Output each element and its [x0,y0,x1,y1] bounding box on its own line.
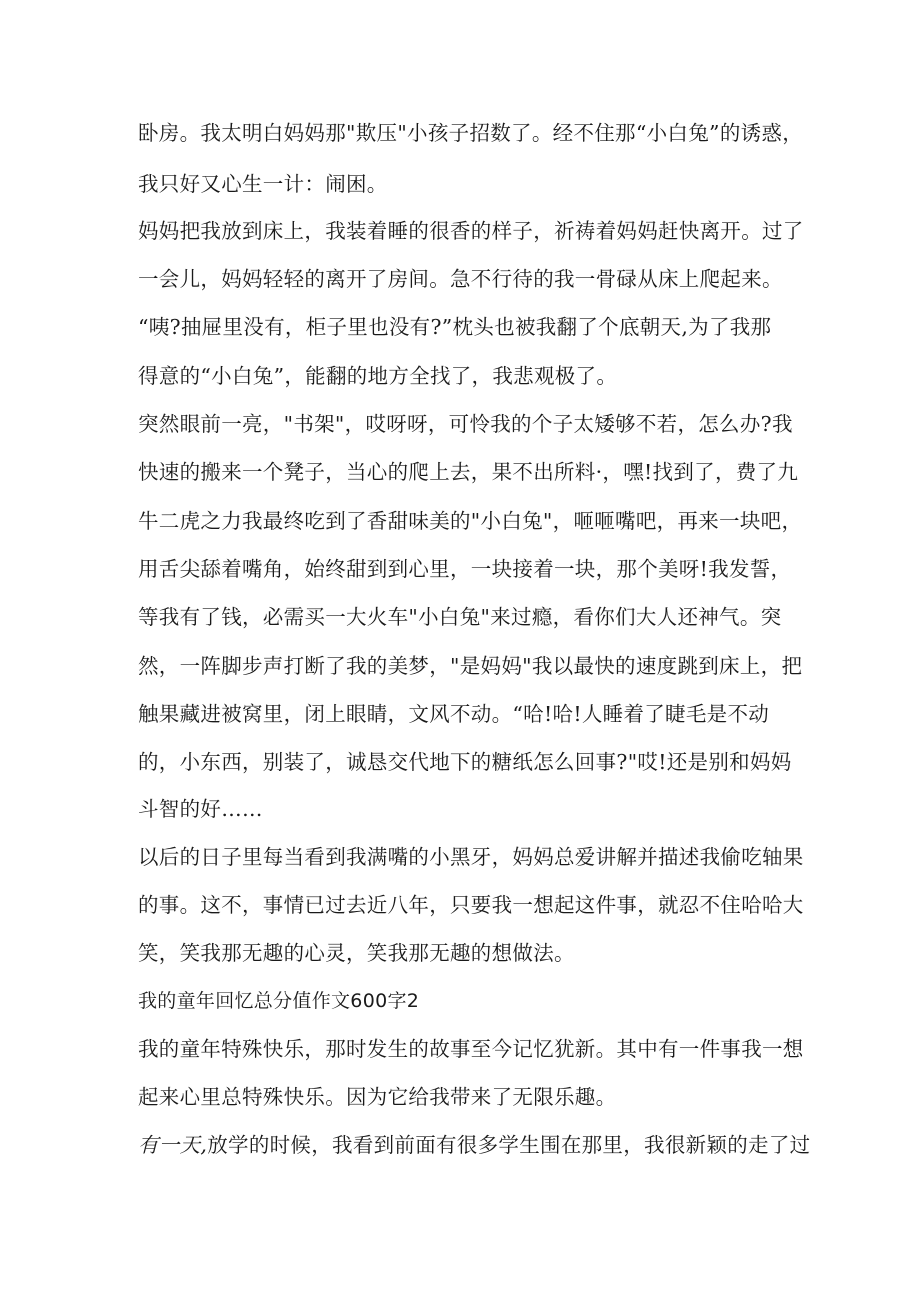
paragraph-line: 一会儿，妈妈轻轻的离开了房间。急不行待的我一骨碌从床上爬起来。 [138,267,783,291]
paragraph-line-rest: 放学的时候，我看到前面有很多学生围在那里，我很新颖的走了过 [207,1133,811,1157]
paragraph-line: 牛二虎之力我最终吃到了香甜味美的"小白兔"，咂咂嘴吧，再来一块吧， [138,509,803,533]
paragraph-line: 起来心里总特殊快乐。因为它给我带来了无限乐趣。 [138,1085,617,1109]
paragraph-line: 妈妈把我放到床上，我装着睡的很香的样子，祈祷着妈妈赶快离开。过了 [138,219,804,243]
paragraph-line: 以后的日子里每当看到我满嘴的小黑牙，妈妈总爱讲解并描述我偷吃轴果 [138,845,804,869]
paragraph-line: 用舌尖舔着嘴角，始终甜到到心里，一块接着一块，那个美呀!我发誓， [138,557,792,581]
paragraph-line-last [138,1131,810,1159]
paragraph-line: “咦?抽屉里没有，柜子里也没有?”枕头也被我翻了个底朝天,为了我那 [138,315,772,339]
paragraph-line: 笑，笑我那无趣的心灵，笑我那无趣的想做法。 [138,941,575,965]
paragraph-line: 等我有了钱，必需买一大火车"小白兔"来过瘾，看你们大人还神气。突 [138,605,782,629]
paragraph-line: 然，一阵脚步声打断了我的美梦，"是妈妈"我以最快的速度跳到床上，把 [138,654,803,678]
italic-phrase: 有一天, [138,1133,208,1157]
paragraph-line: 我的童年特殊快乐，那时发生的故事至今记忆犹新。其中有一件事我一想 [138,1037,804,1061]
paragraph-line: 我只好又心生一计：闹困。 [138,172,388,196]
section-heading: 我的童年回忆总分值作文600字2 [138,990,420,1012]
paragraph-line: 触果藏进被窝里，闭上眼睛，文风不动。“哈!哈!人睡着了睫毛是不动 [138,702,770,726]
paragraph-line: 的，小东西，别装了，诚恳交代地下的糖纸怎么回事?"哎!还是别和妈妈 [138,750,792,774]
paragraph-line: 得意的“小白兔”，能翻的地方全找了，我悲观极了。 [138,364,618,388]
paragraph-line: 斗智的好…… [138,797,263,821]
paragraph-line: 突然眼前一亮，"书架"，哎呀呀，可怜我的个子太矮够不若，怎么办?我 [138,412,793,436]
paragraph-line: 卧房。我太明白妈妈那"欺压"小孩子招数了。经不住那“小白兔”的诱惑， [138,121,804,145]
paragraph-line: 快速的搬来一个凳子，当心的爬上去，果不出所料·，嘿!找到了，费了九 [138,460,799,484]
paragraph-line: 的事。这不，事情已过去近八年，只要我一想起这件事，就忍不住哈哈大 [138,893,804,917]
